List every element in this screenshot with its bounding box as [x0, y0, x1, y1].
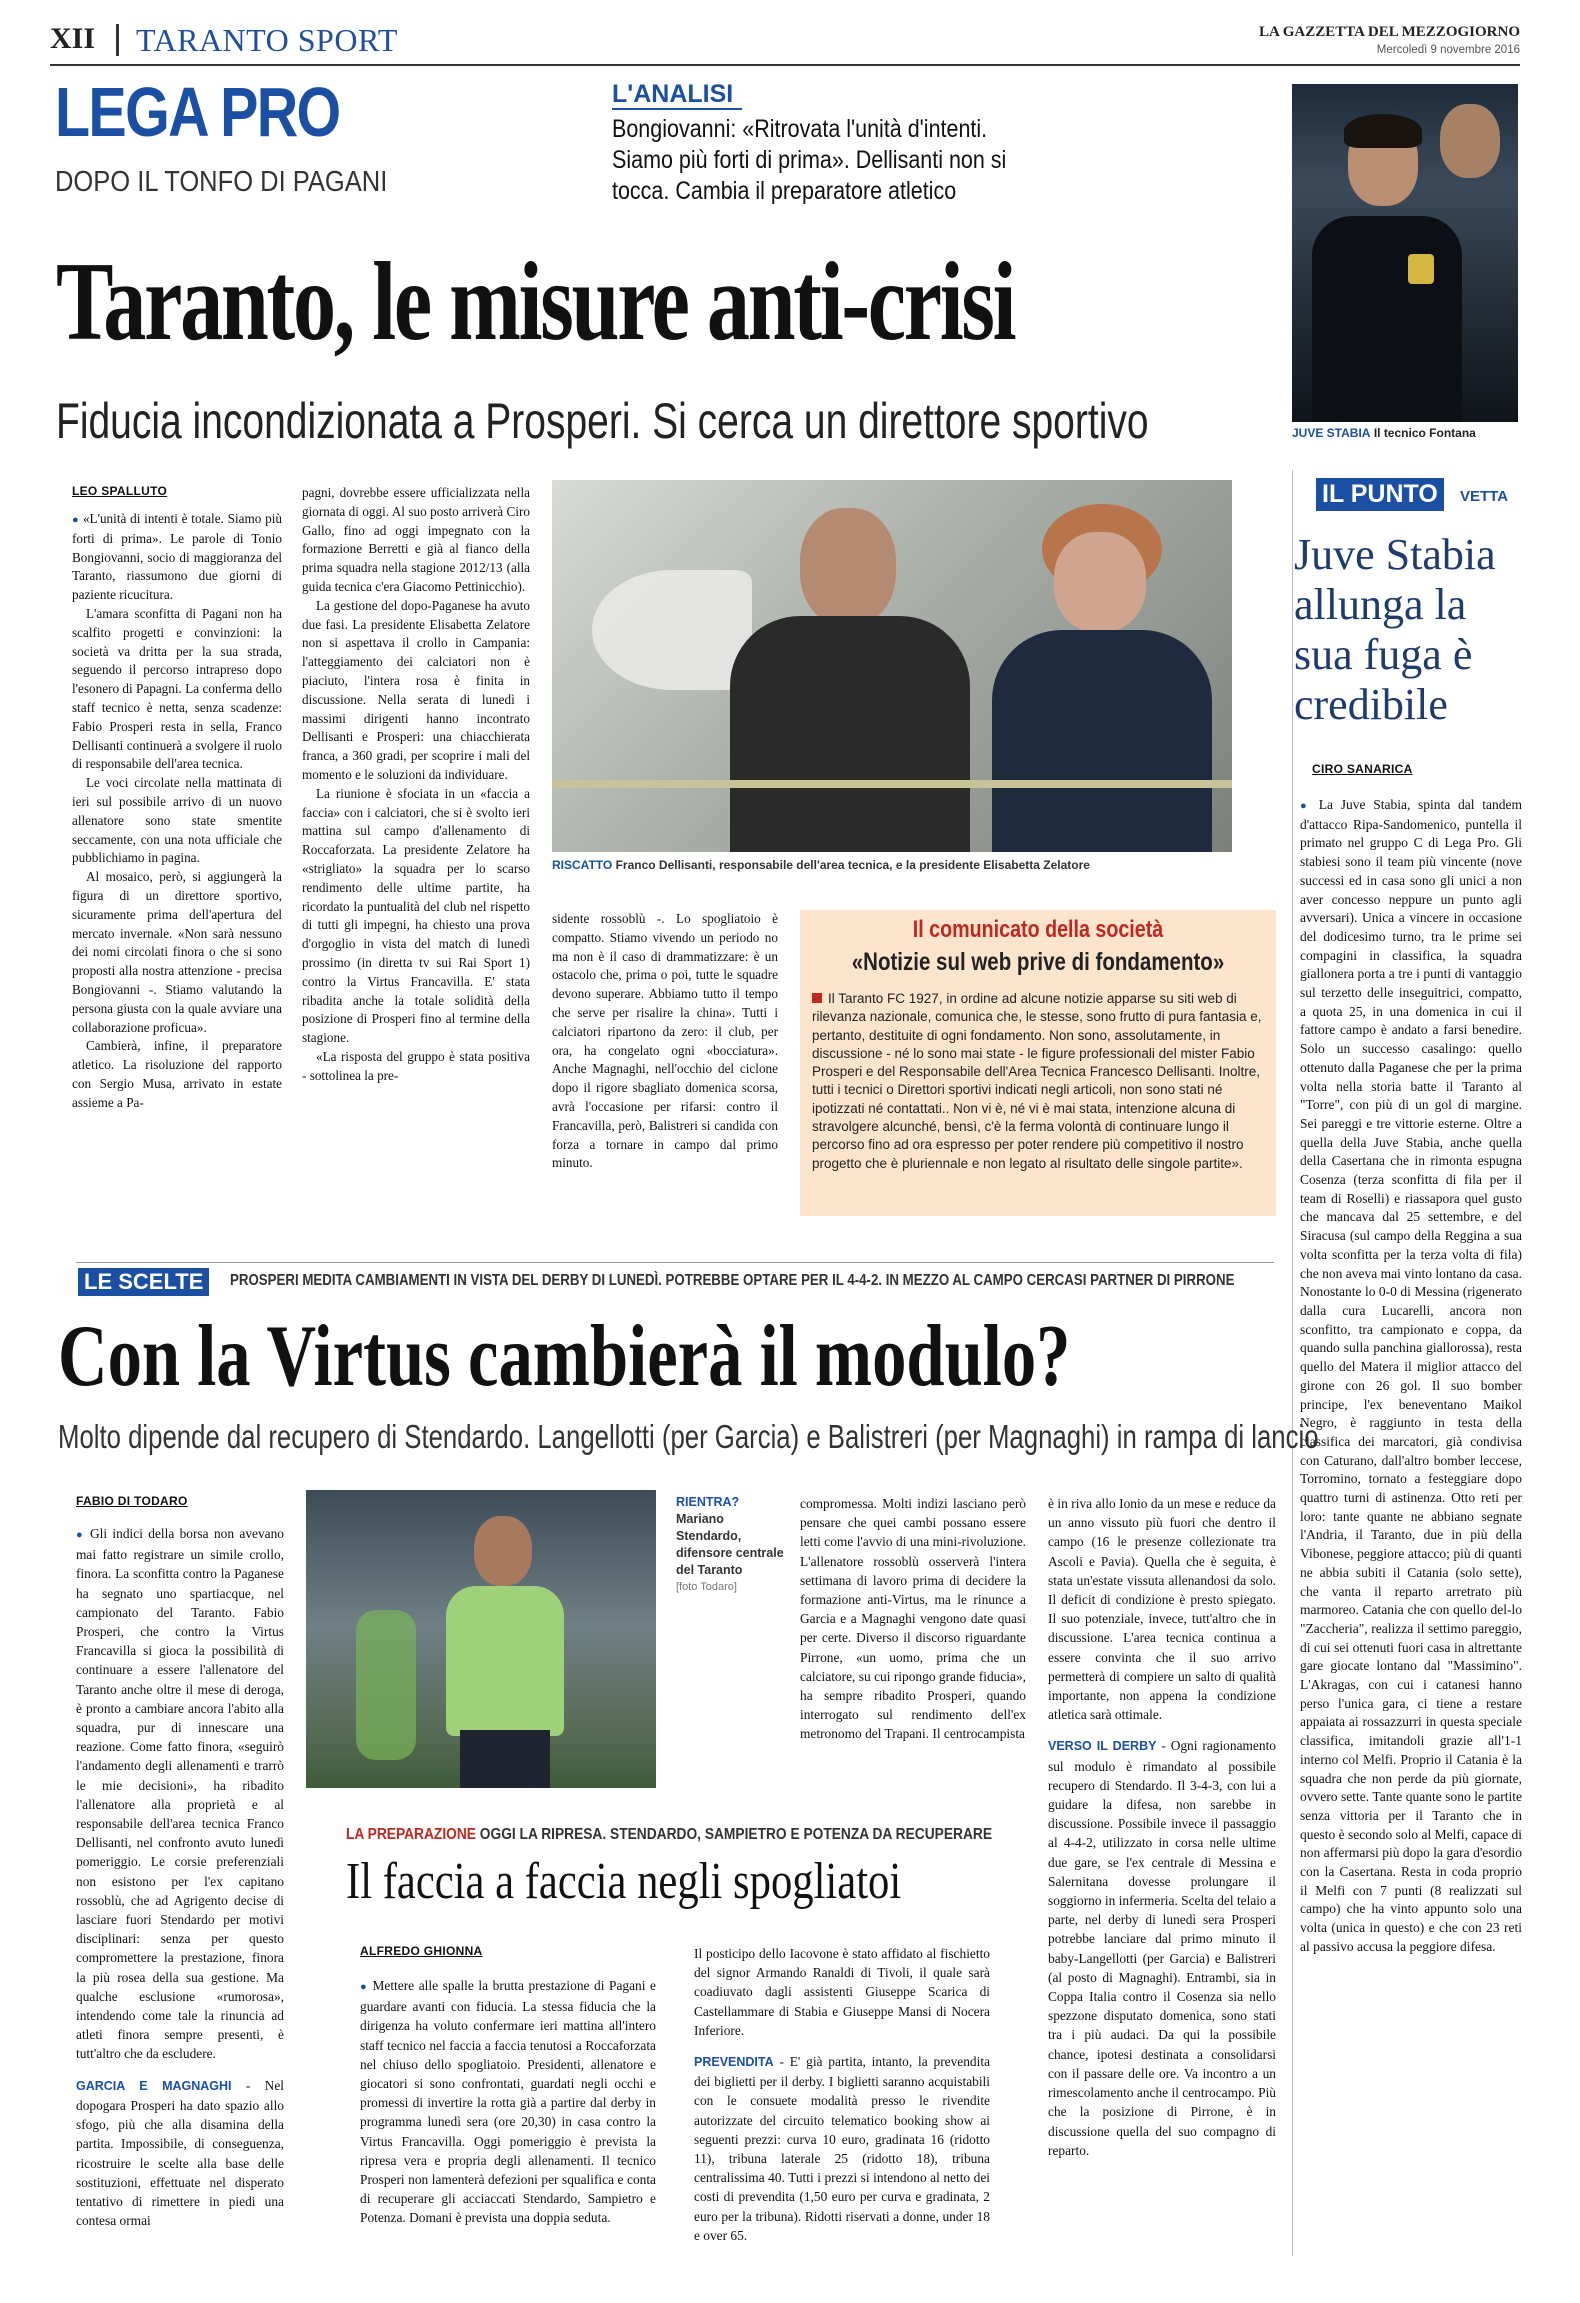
stendardo-caption-label: RIENTRA? — [676, 1495, 740, 1509]
main-col2-p3: La riunione è sfociata in un «faccia a faccia» con i calciatori, che si è svolto ieri mattina sul campo d'allenamento di Roccaforzata. La presidente Zelatore ha «strigliato» la squadra per lo scarso rendimento delle ultime partite, ha ricordato la puntualità del club nel rispetto di tutti gli impegni, ha chiesto una prova d'orgoglio in vista del match di lunedì prossimo (in diretta tv sui Rai Sport 1) contro la Virtus Francavilla. E' stata ribadita anche la totale solidità della posizione di Prosperi fino al termine della stagione. — [302, 785, 530, 1046]
analisi-text: Bongiovanni: «Ritrovata l'unità d'intenti. Siamo più forti di prima». Dellisanti non si tocca. Cambia il preparatore atletico — [612, 115, 1007, 205]
main-subhead: Fiducia incondizionata a Prosperi. Si cerca un direttore sportivo — [56, 393, 1149, 449]
bullet-icon: ● — [360, 1981, 368, 1993]
photo-player-head — [474, 1516, 532, 1586]
scelte-strap-rule — [76, 1262, 1274, 1263]
photo-badge — [1408, 254, 1434, 284]
preparazione-kicker — [346, 1826, 992, 1844]
scelte-col4: è in riva allo Ionio da un mese e reduce da un anno vissuto più fuori che dentro il campo (16 le presenze collezionate tra Ascoli e Pavia). Quella che è seguita, è stata un'estate vissuta allenandosi da solo. Il deficit di condizione è presto spiegato. Il suo potenziale, invece, tutt'altro che in discussione. L'area tecnica continua a essere convinta che il suo arrivo permetterà di compiere un salto di qualità importante, non appena la condizione atletica sarà ottimale. VERSO IL DERBY - Ogni ragionamento sul modulo è rimandato al possibile recupero di Stendardo. Il 3-4-3, con lui a guidare la difesa, non sarebbe in discussione. Possibile invece il passaggio al 4-4-2, utilizzato in corsa nelle ultime due gare, se l'ex centrale di Messina e Salernitana dovesse prolungare il soggiorno in infermeria. Scelta del telaio a parte, nel derby di lunedì sera Prosperi potrebbe lanciare dal primo minuto il baby-Langellotti (per Garcia) e Balistreri (al posto di Magnaghi). Entrambi, sia in Coppa Italia contro il Cosenza sia nello spezzone disputato domenica, sono stati tra i più audaci. Da qui la possibile chance, ipotesi destinata a consolidarsi con il passare delle ore. Va incontro a un rimescolamento anche il centrocampo. Più che la posizione di Pirrone, è in discussione quella del suo compagno di reparto. — [1048, 1494, 1276, 2160]
photo-player-bib — [446, 1586, 564, 1736]
top-photo-caption-label: JUVE STABIA — [1292, 426, 1371, 440]
coach-fontana-photo — [1292, 84, 1518, 422]
scelte-label: LE SCELTE — [78, 1268, 209, 1296]
bullet-icon: ● — [76, 1529, 85, 1541]
photo-woman-body — [992, 630, 1212, 852]
punto-text-col — [1300, 796, 1522, 1957]
preparazione-col1: ● Mettere alle spalle la brutta prestazione di Pagani e guardare avanti con fiducia. La stessa fiducia che la dirigenza ha voluto confermare ieri mattina all'intero staff tecnico nel faccia a faccia tenutosi a Roccaforzata nel chiuso dello spogliatoio. Presidenti, allenatore e giocatori si sono confrontati, guardati negli occhi e promessi di invertire la rotta già a partire dal derby in programma lunedì sera (ore 20,30) in casa contro la Virtus Francavilla. Oggi pomeriggio è prevista la ripresa vera e propria degli allenamenti. Il tecnico Prosperi non lamenterà defezioni per squalifica e conta di recuperare gli acciaccati Stendardo, Sampietro e Potenza. Domani è prevista una doppia seduta. — [360, 1978, 656, 2226]
photo-player-legs — [460, 1730, 550, 1788]
main-article-col2 — [302, 484, 530, 1086]
section-kicker: LEGA PRO — [55, 73, 340, 151]
comunicato-text: Il Taranto FC 1927, in ordine ad alcune notizie apparse su siti web di rilevanza nazionale, comunica che, le stesse, sono frutto di pura fantasia e, pertanto, destituite di ogni fondamento. Non sono, assolutamente, in discussione - né lo sono mai state - le figure professionali del mister Fabio Prosperi e del Responsabile dell'Area Tecnica Francesco Dellisanti. Inoltre, tutti i tecnici o Direttori sportivi indicati negli articoli, non sono stati né ipotizzati né contattati.. Non vi è, né vi è mai stata, intenzione alcuna di stravolgere alcunché, bensì, c'è la ferma volontà di continuare lungo il percorso fino ad ora espresso per poter rendere più competitivo il nostro progetto che è pluriennale e non legato al risultato delle singole partite». — [812, 991, 1262, 1171]
page-number: XII — [50, 22, 96, 55]
section-name: TARANTO SPORT — [136, 22, 398, 58]
main-article-col3 — [552, 910, 778, 1173]
main-col1-p5: Cambierà, infine, il preparatore atletico. La risoluzione del rapporto con Sergio Musa, arrivato in estate assieme a Pa- — [72, 1038, 282, 1110]
photo-second-figure — [1440, 104, 1500, 178]
main-col2-p2: La gestione del dopo-Paganese ha avuto due fasi. La presidente Elisabetta Zelatore non si aspettava il crollo in Campania: l'atteggiamento dei calciatori non è piaciuto, l'intera rosa è finita in discussione. Nella serata di lunedì i massimi dirigenti hanno incontrato Dellisanti e Prosperi: una chiacchierata franca, a 360 gradi, per scoprire i mali del momento e le soluzioni da individuare. — [302, 597, 530, 782]
bullet-icon: ● — [72, 514, 80, 526]
comunicato-title: «Notizie sul web prive di fondamento» — [851, 948, 1225, 976]
top-photo-caption-text: Il tecnico Fontana — [1373, 426, 1476, 440]
preparazione-col2: Il posticipo dello Iacovone è stato affidato al fischietto del signor Armando Ranaldi di Tivoli, il quale sarà coadiuvato dagli assistenti Giuseppe Scarica di Castellammare di Stabia e Giuseppe Mansi di Nocera Inferiore. PREVENDITA - E' già partita, intanto, la prevendita dei biglietti per il derby. I biglietti saranno acquistabili con le consuete modalità presso le rivendite autorizzate del circuito telematico booking show ai seguenti prezzi: curva 10 euro, gradinata 16 (ridotto 11), tribuna laterale 25 (ridotto 18), tribuna centralissima 40. Tutti i prezzi si intendono al netto dei costi di prevendita (1,50 euro per curva e gradinata, 2 euro per la tribuna). Ridotti riservati a donne, under 18 e over 65. — [694, 1944, 990, 2245]
main-photo-caption-label: RISCATTO — [552, 858, 613, 872]
scelte-headline: Con la Virtus cambierà il modulo? — [58, 1308, 1071, 1405]
prevendita-label: PREVENDITA — [694, 2055, 774, 2070]
scelte-col1b: GARCIA E MAGNAGHI - Nel dopogara Prosperi ha dato spazio allo sfogo, più che alla disamina della partita. Impossibile, di conseguenza, ricostruire le scelte alla base delle sostituzioni, effettuate nel disperato tentativo di rimettere in piedi una contesa ormai — [76, 2077, 284, 2229]
photo-figure-body — [1312, 216, 1462, 422]
garcia-magnaghi-label: GARCIA E MAGNAGHI — [76, 2078, 232, 2093]
verso-il-derby-label: VERSO IL DERBY — [1048, 1739, 1157, 1754]
stendardo-photo-credit: [foto Todaro] — [676, 1581, 737, 1593]
top-photo-caption — [1292, 426, 1476, 440]
preparazione-headline: Il faccia a faccia negli spogliatoi — [346, 1853, 902, 1910]
scelte-col4b: VERSO IL DERBY - Ogni ragionamento sul modulo è rimandato al possibile recupero di Stendardo. Il 3-4-3, con lui a guidare la difesa, non sarebbe in discussione. Possibile invece il passaggio al 4-4-2, utilizzato in corsa nelle ultime due gare, se l'ex centrale di Messina e Salernitana dovesse prolungare il soggiorno in infermeria. Scelta del telaio a parte, nel derby di lunedì sera Prosperi potrebbe lanciare dal primo minuto il baby-Langellotti (per Garcia) e Balistreri (al posto di Magnaghi). Entrambi, sia in Coppa Italia contro il Cosenza sia nello spezzone disputato domenica, sono stati tra i più audaci. Da qui la possibile chance, ipotesi destinata a consolidarsi con il passare delle ore. Va incontro a un rimescolamento anche il centrocampo. Più che la posizione di Pirrone, è in discussione quella del suo compagno di reparto. — [1048, 1738, 1276, 2158]
punto-label: IL PUNTO — [1316, 478, 1444, 511]
photo-figure-hair — [1344, 114, 1422, 148]
comunicato-box — [800, 910, 1276, 1216]
main-article-col1 — [72, 510, 282, 1113]
punto-sublabel: VETTA — [1460, 488, 1509, 505]
main-col3-p1: sidente rossoblù -. Lo spogliatoio è compatto. Stiamo vivendo un periodo no ma non è il caso di drammatizzare: è un ostacolo che, prima o poi, tutte le squadre devono superare. Abbiamo tutto il tempo che serve per risalire la china». Tutti i calciatori ripartono da zero: il club, per ora, ha congelato ogni «bocciatura». Anche Magnaghi, nell'occhio del ciclone dopo il rigore sbagliato domenica scorsa, avrà l'occasione per rifarsi: contro il Francavilla, però, Balistreri si candida con forza a tornare in campo dal primo minuto. — [552, 911, 778, 1171]
stendardo-photo — [306, 1490, 656, 1788]
photo-woman-head — [1054, 532, 1146, 632]
comunicato-kicker: Il comunicato della società — [912, 916, 1164, 943]
section-subkicker: DOPO IL TONFO DI PAGANI — [55, 166, 388, 198]
scelte-subhead: Molto dipende dal recupero di Stendardo. Langellotti (per Garcia) e Balistreri (per Magnaghi) in rampa di lancio — [58, 1418, 1319, 1455]
punto-headline: Juve Stabia allunga la sua fuga è credibile — [1294, 530, 1496, 729]
photo-man-head — [800, 508, 896, 626]
bullet-icon: ● — [1300, 800, 1312, 812]
dellisanti-zelatore-photo — [552, 480, 1232, 852]
preparazione-kicker-red: LA PREPARAZIONE — [346, 1826, 476, 1843]
photo-megaphone — [592, 570, 752, 690]
main-col2-p4: «La risposta del gruppo è stata positiva - sottolinea la pre- — [302, 1048, 530, 1083]
main-col1-p3: Le voci circolate nella mattinata di ieri sul possibile arrivo di un nuovo allenatore sono state smentite seccamente, con una nota ufficiale che pubblichiamo in pagina. — [72, 775, 282, 866]
prevendita-p: PREVENDITA - E' già partita, intanto, la prevendita dei biglietti per il derby. I biglietti saranno acquistabili con le consuete modalità presso le rivendite autorizzate del circuito telematico booking show ai seguenti prezzi: curva 10 euro, gradinata 16 (ridotto 11), tribuna laterale 25 (ridotto 18), tribuna centralissima 40. Tutti i prezzi si intendono al netto dei costi di prevendita (1,50 euro per curva e gradinata, 2 euro per la tribuna). Ridotti riservati a donne, under 18 e over 65. — [694, 2054, 991, 2243]
punto-p1: ● La Juve Stabia, spinta dal tandem d'attacco Ripa-Sandomenico, puntella il primato nel gruppo C di Lega Pro. Gli stabiesi sono il team più vincente (nove successi ed in casa sono gli unici a non aver concesso neppure un punto agli avversari). Unica a vincere in occasione del dodicesimo turno, tra le prime sei compagini in classifica, la squadra giallonera porta a tre i punti di vantaggio sul terzetto delle inseguitrici, compatto, a quota 25, in una domenica in cui il fattore campo è andato a farsi benedire. Solo un successo casalingo: quello ottenuto dalla Paganese che per la prima volta nella storia batte il Taranto al "Torre", con più di un gol di margine. Sei pareggi e tre vittorie esterne. Oltre a quella della Juve Stabia, anche quella della Casertana che in rimonta espugna Cosenza (terza sconfitta di fila per il team di Roselli) e riassapora quel gusto che mancava dal 25 settembre, e del Siracusa (sul campo della Reggina a sua volta sconfitta per la terza volta di fila) che non aveva mai vinto lontano da casa. Nonostante lo 0-0 di Messina (rigenerato dalla cura Lucarelli, ancora non sconfitto, tra campionato e coppa, da quando sulla panchina giallorossa), resta quello del Matera il miglior attacco del girone con 26 gol. Il suo bomber principe, l'ex beneventano Maikol Negro, è raggiunto in testa della classifica dei marcatori, già condivisa con Caturano, dall'altro bomber leccese, Torromino, tornato a festeggiare dopo quattro turni di astinenza. Otto reti per loro: tante quante ne abbiano segnate l'Andria, il Taranto, due in più della Vibonese, peggiore attacco; più di quanti ne abbia subiti il Catania (solo sette), che vanta il reparto arretrato più marmoreo. Catania che con quello del-lo "Zaccheria", realizza il settimo pareggio, di cui sei ottenuti fuori casa in altrettante gare giocate lontano dal "Massimino". L'Akragas, con cui i catanesi hanno perso l'unica gara, ci tiene a restare appaiata ai rossazzurri in questa speciale classifica, imitandoli grazie all'1-1 interno col Melfi. Proprio il Catania è la squadra che non perde da più giornate, ovvero sette. Tante quante sono le partite senza vittoria per il Taranto che in questo è secondo solo al Melfi, capace di non affermarsi più dopo la gara d'esordio con la Casertana. Resta in coda proprio il Melfi con 7 punti (8 realizzati sul campo) che ha vinto appunto solo una volta (unica in questo) e che con 23 reti al passivo accusa la peggiore difesa. — [1300, 797, 1522, 1954]
photo-railing — [552, 780, 1232, 788]
analisi-label: L'ANALISI — [612, 80, 734, 108]
sidebar-separator — [1292, 470, 1293, 2256]
main-col1-p4: Al mosaico, però, si aggiungerà la figura di un direttore sportivo, sicuramente prima dell'apertura del mercato invernale. «Non sarà nessuno dei nomi circolati finora o che si sono proposti alla nostra attenzione - precisa Bongiovanni -. Stiamo valutando la persona giusta con la quale avviare una collaborazione proficua». — [72, 869, 282, 1035]
page-header — [50, 18, 1520, 62]
photo-man-body — [730, 616, 970, 852]
main-headline: Taranto, le misure anti-crisi — [56, 240, 1015, 364]
preparazione-kicker-text: OGGI LA RIPRESA. STENDARDO, SAMPIETRO E POTENZA DA RECUPERARE — [479, 1826, 993, 1843]
newspaper-name: LA GAZZETTA DEL MEZZOGIORNO — [1258, 24, 1520, 40]
punto-byline: CIRO SANARICA — [1312, 762, 1413, 776]
scelte-strap: PROSPERI MEDITA CAMBIAMENTI IN VISTA DEL DERBY DI LUNEDÌ. POTREBBE OPTARE PER IL 4-4-2. IN MEZZO AL CAMPO CERCASI PARTNER DI PIRRONE — [230, 1272, 1235, 1289]
main-photo-caption-text: Franco Dellisanti, responsabile dell'area tecnica, e la presidente Elisabetta Zelatore — [615, 858, 1090, 872]
scelte-byline: FABIO DI TODARO — [76, 1494, 188, 1508]
main-col2-p1: pagni, dovrebbe essere ufficializzata nella giornata di oggi. Al suo posto arriverà Ciro Gallo, fino ad oggi impegnato con la formazione Berretti e già al fianco della prima squadra nella stagione 2012/13 (alla guida tecnica c'era Giacomo Pettinicchio). — [302, 485, 530, 594]
stendardo-caption — [676, 1494, 786, 1596]
scelte-col3: compromessa. Molti indizi lasciano però pensare che quei cambi possano essere letti come l'avvio di una mini-rivoluzione. L'allenatore rossoblù osserverà l'intera settimana di lavoro prima di decidere la formazione anti-Virtus, ma le rinunce a Garcia e a Magnaghi vengono date quasi per certe. Diverso il discorso riguardante Pirrone, «un uomo, prima che un calciatore, su cui ripongo grande fiducia», ha sempre ribadito Prosperi, quando interrogato sul rendimento dell'ex metronomo del Trapani. Il centrocampista — [800, 1496, 1026, 1742]
header-rule — [50, 64, 1520, 66]
main-photo-caption — [552, 858, 1232, 872]
issue-date: Mercoledì 9 novembre 2016 — [1376, 44, 1520, 56]
stendardo-caption-text: Mariano Stendardo, difensore centrale del Taranto — [676, 1512, 784, 1577]
main-col1-p1: ● «L'unità di intenti è totale. Siamo più forti di prima». Le parole di Tonio Bongiovanni, socio di maggioranza del Taranto, riassumono due giorni di paziente ricucitura. — [72, 511, 282, 603]
preparazione-byline: ALFREDO GHIONNA — [360, 1944, 483, 1958]
analisi-rule — [612, 108, 742, 110]
comunicato-square-icon — [812, 993, 822, 1003]
photo-background-player — [356, 1610, 416, 1760]
scelte-col1 — [76, 1524, 284, 2230]
header-divider — [116, 24, 119, 56]
scelte-col1-p1: ● Gli indici della borsa non avevano mai fatto registrare un simile crollo, finora. La sconfitta contro la Paganese ha segnato uno spartiacque, nel campionato del Taranto. Fabio Prosperi, che contro la Virtus Francavilla si gioca la possibilità di continuare a essere l'allenatore del Taranto anche oltre il mese di deroga, è pronto a cambiare ancora l'abito alla squadra, pur di innescare una reazione. Come fatto finora, «seguirò l'andamento degli allenamenti e trarrò le mie decisioni», ha ribadito l'allenatore alla proprietà e al responsabile dell'area tecnica Franco Dellisanti, nel confronto avuto lunedì pomeriggio. Le corsie preferenziali non esistono per l'ex capitano rossoblù, che ad Agrigento decise di lasciare fuori Stendardo per motivi disciplinari: senza per questo compromettere la prestazione, finora la più rosea della sua gestione. Ma qualche esclusione «rumorosa», intendendo come tale la rinuncia ad atleti finora sempre presenti, è tutt'altro che da escludere. — [76, 1526, 284, 2062]
main-byline: LEO SPALLUTO — [72, 484, 168, 498]
main-col1-p2: L'amara sconfitta di Pagani non ha scalfito progetti e convinzioni: la società va dritta per la sua strada, seguendo il percorso intrapreso dopo l'esonero di Papagni. La conferma dello staff tecnico è netta, senza scadenze: Fabio Prosperi resta in sella, Franco Dellisanti continuerà a svolgere il ruolo di responsabile dell'area tecnica. — [72, 605, 282, 772]
